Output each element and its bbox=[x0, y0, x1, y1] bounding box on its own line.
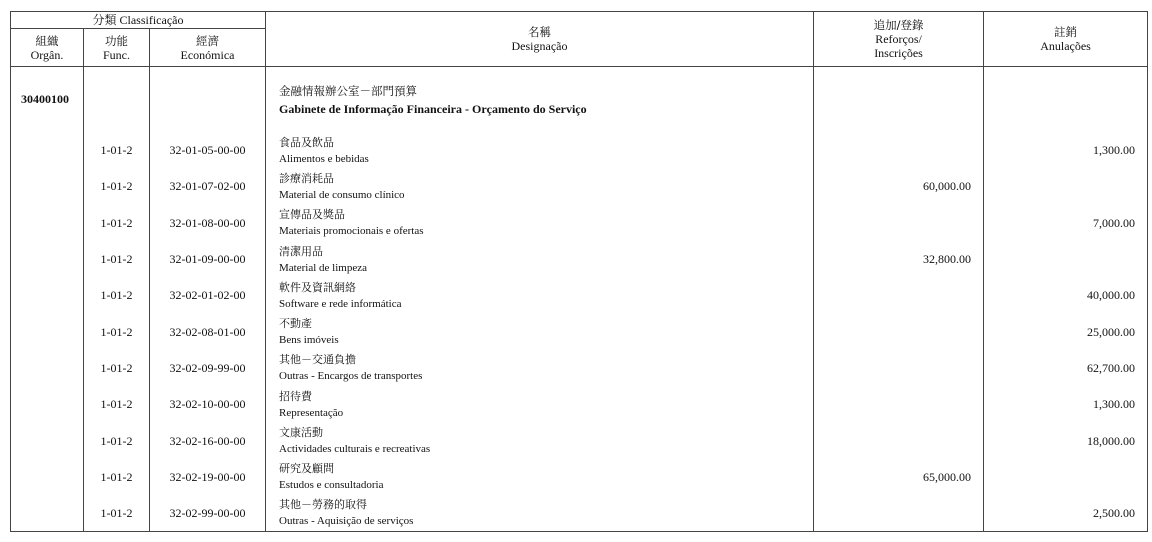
section-annulment-empty bbox=[984, 67, 1148, 133]
annulment-amount: 1,300.00 bbox=[1093, 397, 1136, 412]
func-code: 1-01-2 bbox=[84, 133, 150, 169]
budget-table-sheet bbox=[10, 11, 1147, 534]
org-header-zh: 組織 bbox=[35, 33, 59, 48]
econ-code: 32-02-16-00-00 bbox=[150, 423, 266, 459]
item-name-zh: 食品及飲品 bbox=[279, 135, 335, 149]
item-name-zh: 不動產 bbox=[279, 317, 313, 331]
budget-table bbox=[10, 11, 1148, 532]
annulment-amount bbox=[984, 241, 1148, 277]
reinforcement-amount bbox=[814, 278, 984, 314]
org-code: 30400100 bbox=[11, 67, 84, 133]
reinforcement-header bbox=[814, 12, 984, 67]
reinforcement-header-pt1: Reforços/ bbox=[875, 32, 922, 46]
annulment-header-pt: Anulações bbox=[1040, 39, 1091, 53]
reinforcement-header-pt2: Inscrições bbox=[874, 46, 923, 60]
econ-code: 32-02-99-00-00 bbox=[150, 495, 266, 531]
section-title bbox=[266, 67, 814, 133]
item-designation bbox=[266, 423, 814, 459]
item-name-pt: Outras - Encargos de transportes bbox=[279, 370, 423, 383]
section-title-pt: Gabinete de Informação Financeira - Orçamento do Serviço bbox=[279, 101, 587, 116]
section-econ-empty bbox=[150, 67, 266, 133]
table-row bbox=[11, 459, 1148, 495]
org-cell bbox=[11, 459, 84, 495]
item-designation bbox=[266, 278, 814, 314]
table-row bbox=[11, 350, 1148, 386]
section-title-zh: 金融情報辦公室－部門預算 bbox=[279, 83, 418, 98]
annulment-amount bbox=[984, 459, 1148, 495]
item-name-pt: Material de limpeza bbox=[279, 261, 367, 274]
func-header-pt: Func. bbox=[103, 47, 130, 62]
item-designation bbox=[266, 241, 814, 277]
func-code: 1-01-2 bbox=[84, 241, 150, 277]
item-designation bbox=[266, 387, 814, 423]
org-cell bbox=[11, 314, 84, 350]
reinforcement-amount: 65,000.00 bbox=[814, 459, 984, 495]
section-reinforcement-empty bbox=[814, 67, 984, 133]
reinforcement-amount: 32,800.00 bbox=[814, 241, 984, 277]
econ-code: 32-01-05-00-00 bbox=[150, 133, 266, 169]
annulment-header bbox=[984, 12, 1148, 67]
table-row bbox=[11, 169, 1148, 205]
item-name-pt: Alimentos e bebidas bbox=[279, 152, 369, 165]
org-cell bbox=[11, 495, 84, 531]
item-name-pt: Actividades culturais e recreativas bbox=[279, 443, 431, 456]
item-name-pt: Material de consumo clínico bbox=[279, 188, 405, 201]
econ-code: 32-02-19-00-00 bbox=[150, 459, 266, 495]
org-cell bbox=[11, 169, 84, 205]
item-name-pt: Software e rede informática bbox=[279, 297, 402, 310]
annulment-amount: 25,000.00 bbox=[1087, 324, 1136, 339]
item-designation bbox=[266, 459, 814, 495]
annulment-amount: 2,500.00 bbox=[1093, 505, 1136, 520]
econ-code: 32-02-10-00-00 bbox=[150, 387, 266, 423]
org-header bbox=[11, 29, 84, 67]
func-code: 1-01-2 bbox=[84, 314, 150, 350]
func-code: 1-01-2 bbox=[84, 278, 150, 314]
func-header bbox=[84, 29, 150, 67]
item-designation bbox=[266, 133, 814, 169]
item-name-pt: Materiais promocionais e ofertas bbox=[279, 225, 424, 238]
func-code: 1-01-2 bbox=[84, 423, 150, 459]
org-cell bbox=[11, 241, 84, 277]
func-header-zh: 功能 bbox=[105, 33, 128, 48]
annulment-amount: 1,300.00 bbox=[1093, 143, 1136, 158]
reinforcement-amount bbox=[814, 205, 984, 241]
econ-code: 32-01-07-02-00 bbox=[150, 169, 266, 205]
econ-code: 32-02-09-99-00 bbox=[150, 350, 266, 386]
reinforcement-amount bbox=[814, 314, 984, 350]
designation-header bbox=[266, 12, 814, 67]
func-code: 1-01-2 bbox=[84, 459, 150, 495]
econ-code: 32-02-01-02-00 bbox=[150, 278, 266, 314]
item-name-zh: 研究及顧問 bbox=[279, 462, 335, 476]
annulment-amount: 18,000.00 bbox=[1087, 433, 1136, 448]
item-designation bbox=[266, 169, 814, 205]
item-name-zh: 清潔用品 bbox=[279, 244, 324, 258]
reinforcement-amount bbox=[814, 387, 984, 423]
org-cell bbox=[11, 133, 84, 169]
reinforcement-amount bbox=[814, 495, 984, 531]
annulment-amount: 40,000.00 bbox=[1087, 288, 1136, 303]
table-row bbox=[11, 205, 1148, 241]
func-code: 1-01-2 bbox=[84, 387, 150, 423]
reinforcement-header-zh: 追加/登錄 bbox=[873, 18, 924, 32]
econ-code: 32-01-09-00-00 bbox=[150, 241, 266, 277]
func-code: 1-01-2 bbox=[84, 350, 150, 386]
line-items bbox=[11, 133, 1148, 532]
item-name-zh: 其他－勞務的取得 bbox=[279, 498, 368, 512]
table-row bbox=[11, 495, 1148, 531]
table-row bbox=[11, 133, 1148, 169]
reinforcement-amount bbox=[814, 423, 984, 459]
section-func-empty bbox=[84, 67, 150, 133]
section-row bbox=[11, 67, 1148, 133]
econ-header-pt: Económica bbox=[180, 47, 235, 62]
org-cell bbox=[11, 205, 84, 241]
econ-code: 32-01-08-00-00 bbox=[150, 205, 266, 241]
table-row bbox=[11, 314, 1148, 350]
designation-header-zh: 名稱 bbox=[528, 25, 552, 39]
annulment-header-zh: 註銷 bbox=[1054, 25, 1078, 39]
table-row bbox=[11, 423, 1148, 459]
econ-code: 32-02-08-01-00 bbox=[150, 314, 266, 350]
table-row bbox=[11, 278, 1148, 314]
reinforcement-amount bbox=[814, 350, 984, 386]
econ-header bbox=[150, 29, 266, 67]
annulment-amount: 62,700.00 bbox=[1087, 360, 1136, 375]
item-name-zh: 診療消耗品 bbox=[279, 171, 335, 185]
reinforcement-amount bbox=[814, 133, 984, 169]
item-designation bbox=[266, 350, 814, 386]
reinforcement-amount: 60,000.00 bbox=[814, 169, 984, 205]
org-header-pt: Orgân. bbox=[30, 47, 64, 62]
func-code: 1-01-2 bbox=[84, 169, 150, 205]
func-code: 1-01-2 bbox=[84, 205, 150, 241]
org-cell bbox=[11, 387, 84, 423]
econ-header-zh: 經濟 bbox=[196, 33, 219, 48]
item-designation bbox=[266, 495, 814, 531]
table-body bbox=[11, 67, 1148, 133]
item-designation bbox=[266, 314, 814, 350]
org-cell bbox=[11, 423, 84, 459]
item-name-pt: Representação bbox=[279, 406, 344, 419]
designation-header-pt: Designação bbox=[511, 39, 568, 53]
item-designation bbox=[266, 205, 814, 241]
item-name-zh: 軟件及資訊網絡 bbox=[279, 280, 357, 294]
org-cell bbox=[11, 350, 84, 386]
annulment-amount bbox=[984, 169, 1148, 205]
item-name-pt: Outras - Aquisição de serviços bbox=[279, 515, 414, 528]
item-name-zh: 宣傳品及獎品 bbox=[279, 208, 346, 222]
item-name-zh: 招待費 bbox=[279, 389, 313, 403]
table-row bbox=[11, 387, 1148, 423]
table-row bbox=[11, 241, 1148, 277]
item-name-pt: Bens imóveis bbox=[279, 334, 339, 347]
func-code: 1-01-2 bbox=[84, 495, 150, 531]
item-name-zh: 文康活動 bbox=[279, 426, 324, 440]
org-cell bbox=[11, 278, 84, 314]
classification-header: 分類 Classificação bbox=[11, 12, 266, 29]
item-name-pt: Estudos e consultadoria bbox=[279, 479, 384, 492]
item-name-zh: 其他－交通負擔 bbox=[279, 353, 357, 367]
table-header bbox=[11, 12, 1148, 67]
annulment-amount: 7,000.00 bbox=[1093, 215, 1136, 230]
